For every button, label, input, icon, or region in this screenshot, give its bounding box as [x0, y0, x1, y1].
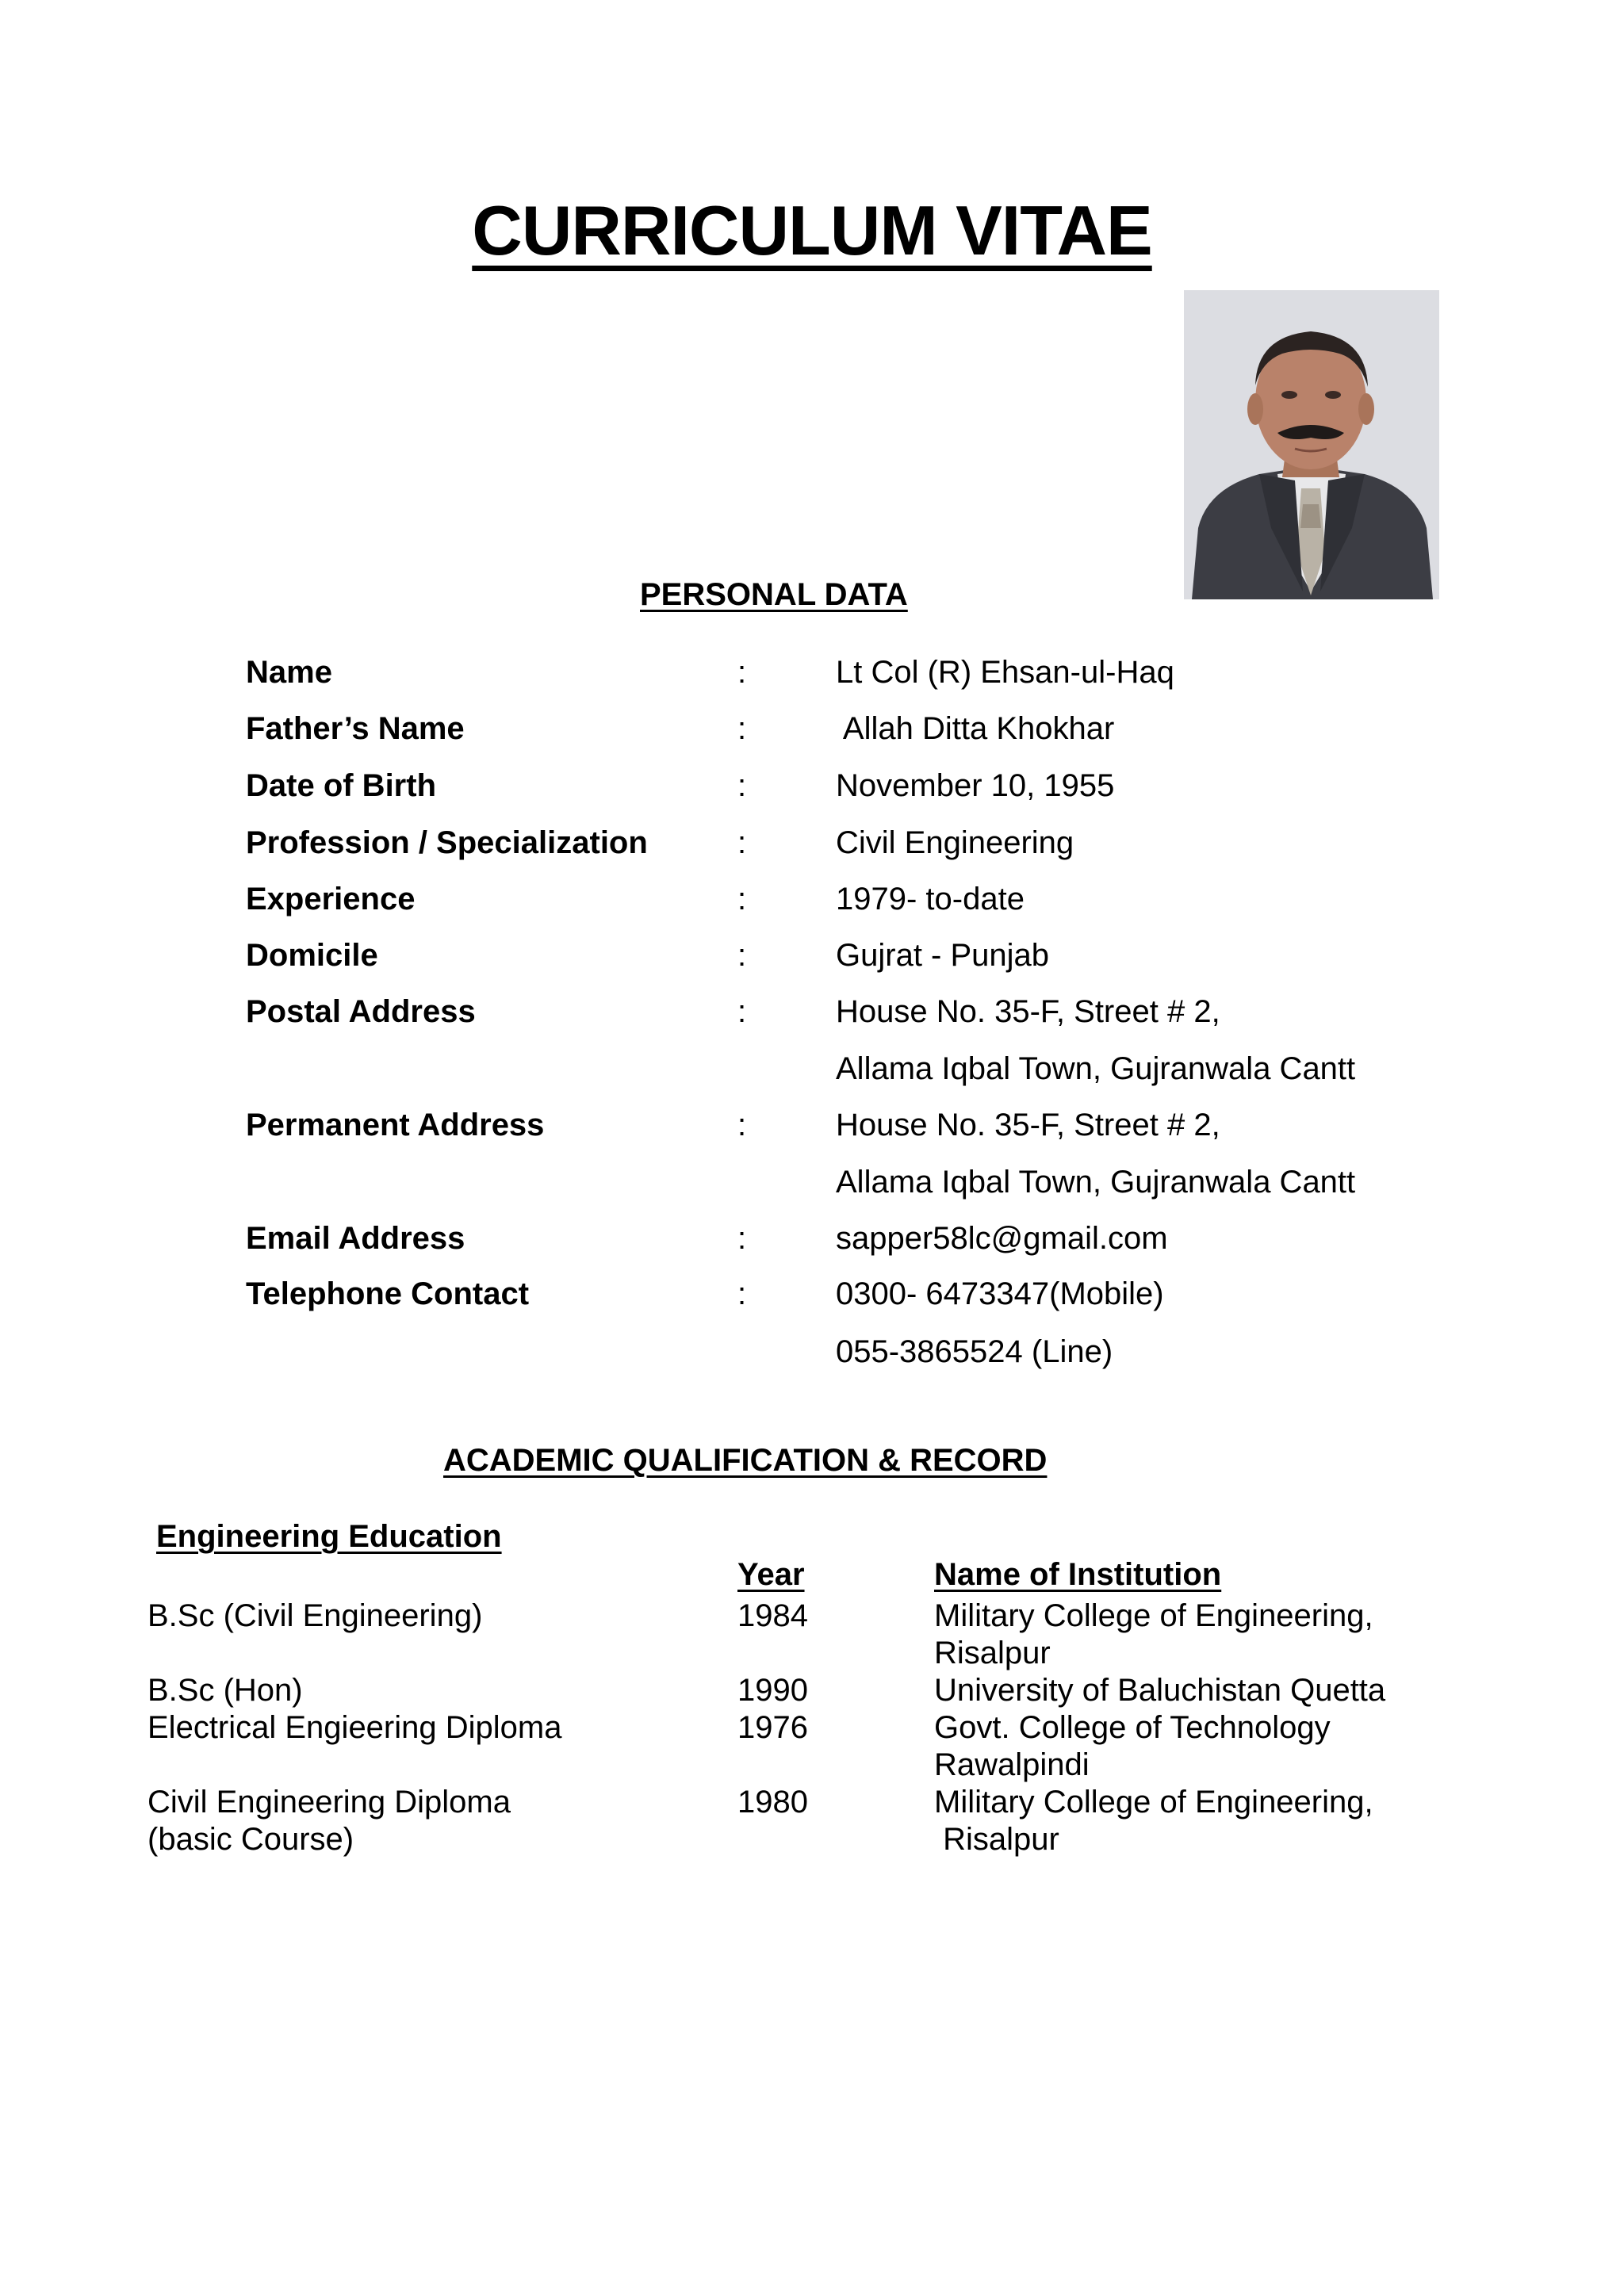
field-separator: :	[737, 994, 747, 1029]
field-value: Gujrat - Punjab	[836, 938, 1050, 973]
year-cell: 1976	[737, 1710, 808, 1745]
personal-row-domicile	[0, 938, 1624, 985]
personal-row-email	[0, 1221, 1624, 1269]
year-cell: 1990	[737, 1673, 808, 1708]
document-title	[0, 190, 1624, 271]
portrait-image	[1184, 290, 1439, 599]
field-separator: :	[737, 768, 747, 803]
field-label: Profession / Specialization	[246, 825, 648, 860]
institution-cell	[934, 1709, 1331, 1784]
degree-cell	[147, 1598, 482, 1635]
institution-text: Govt. College of Technology	[934, 1710, 1331, 1745]
field-value: Allama Iqbal Town, Gujranwala Cantt	[836, 1051, 1356, 1086]
personal-row-telephone	[0, 1276, 1624, 1324]
field-label: Telephone Contact	[246, 1276, 530, 1311]
personal-row-name	[0, 655, 1624, 702]
institution-text: Risalpur	[934, 1822, 1059, 1857]
field-value: Allah Ditta Khokhar	[836, 711, 1115, 746]
degree-text: B.Sc (Hon)	[147, 1673, 303, 1708]
field-label: Date of Birth	[246, 768, 436, 803]
field-separator: :	[737, 1276, 747, 1311]
field-label: Permanent Address	[246, 1108, 545, 1142]
institution-cell	[934, 1784, 1373, 1858]
personal-data-heading: PERSONAL DATA	[640, 577, 908, 612]
field-separator: :	[737, 882, 747, 916]
personal-row-profession	[0, 825, 1624, 873]
field-label: Name	[246, 655, 332, 690]
personal-row-experience	[0, 882, 1624, 929]
field-value: 055-3865524 (Line)	[836, 1334, 1113, 1369]
degree-cell	[147, 1672, 303, 1709]
academic-heading: ACADEMIC QUALIFICATION & RECORD	[443, 1443, 1048, 1478]
field-label: Father’s Name	[246, 711, 465, 746]
personal-row-fathers-name	[0, 711, 1624, 759]
degree-text: Electrical Engieering Diploma	[147, 1710, 562, 1745]
field-separator: :	[737, 1221, 747, 1256]
institution-text: Military College of Engineering,	[934, 1598, 1373, 1633]
email-value: sapper58lc@gmail.com	[836, 1221, 1168, 1256]
personal-row-permanent-address	[0, 1108, 1624, 1155]
field-separator: :	[737, 1108, 747, 1142]
field-separator: :	[737, 825, 747, 860]
engineering-education-heading: Engineering Education	[156, 1519, 502, 1554]
personal-row-postal-address	[0, 994, 1624, 1042]
field-label: Domicile	[246, 938, 378, 973]
field-separator: :	[737, 711, 747, 746]
degree-text: B.Sc (Civil Engineering)	[147, 1598, 483, 1633]
personal-row-postal-address-line2	[0, 1051, 1624, 1099]
field-value: Lt Col (R) Ehsan-ul-Haq	[836, 655, 1174, 690]
field-separator: :	[737, 938, 747, 973]
profile-photo	[1184, 290, 1439, 599]
personal-row-telephone-line2	[0, 1334, 1624, 1382]
field-value: November 10, 1955	[836, 768, 1115, 803]
degree-text: (basic Course)	[147, 1822, 354, 1857]
field-value: Allama Iqbal Town, Gujranwala Cantt	[836, 1165, 1356, 1200]
field-label: Postal Address	[246, 994, 476, 1029]
column-header-year: Year	[737, 1557, 805, 1592]
title-text: CURRICULUM VITAE	[472, 191, 1152, 270]
field-value: 1979- to-date	[836, 882, 1025, 916]
year-cell: 1984	[737, 1598, 808, 1633]
institution-cell	[934, 1598, 1373, 1672]
institution-text: University of Baluchistan Quetta	[934, 1673, 1386, 1708]
degree-cell	[147, 1709, 561, 1747]
field-value: House No. 35-F, Street # 2,	[836, 994, 1220, 1029]
year-cell: 1980	[737, 1785, 808, 1820]
column-header-institution: Name of Institution	[934, 1557, 1222, 1592]
field-label: Experience	[246, 882, 416, 916]
field-separator: :	[737, 655, 747, 690]
institution-cell	[934, 1672, 1385, 1709]
field-value: 0300- 6473347(Mobile)	[836, 1276, 1164, 1311]
institution-text: Military College of Engineering,	[934, 1785, 1373, 1820]
institution-text: Risalpur	[934, 1636, 1051, 1670]
field-value: House No. 35-F, Street # 2,	[836, 1108, 1220, 1142]
institution-text: Rawalpindi	[934, 1747, 1090, 1782]
field-label: Email Address	[246, 1221, 465, 1256]
field-value: Civil Engineering	[836, 825, 1074, 860]
personal-row-date-of-birth	[0, 768, 1624, 816]
degree-cell	[147, 1784, 511, 1858]
personal-row-permanent-address-line2	[0, 1165, 1624, 1212]
degree-text: Civil Engineering Diploma	[147, 1785, 511, 1820]
